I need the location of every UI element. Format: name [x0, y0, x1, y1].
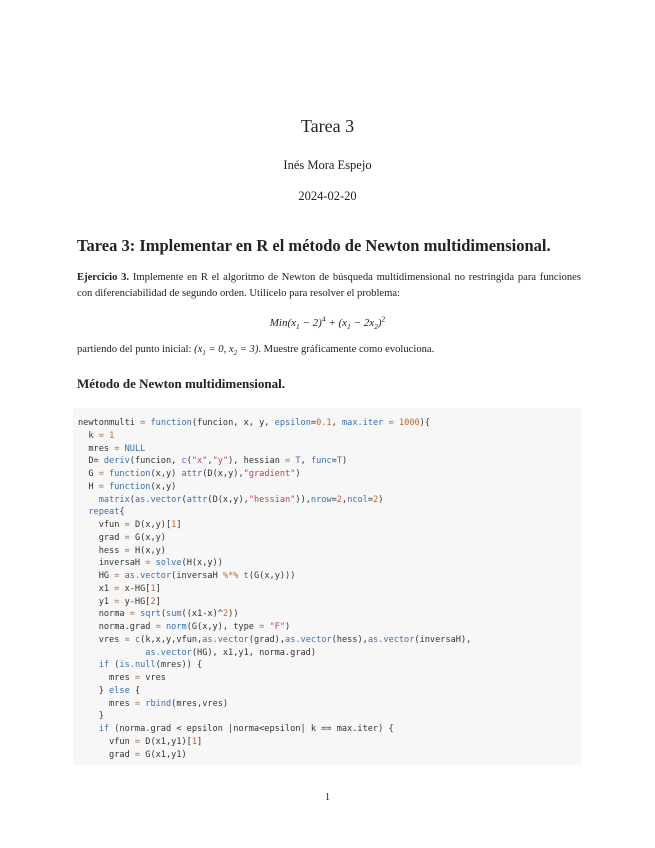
- code-line: matrix(as.vector(attr(D(x,y),"hessian")),nrow=2,ncol=2): [98, 494, 384, 505]
- code-line: repeat{: [88, 507, 125, 518]
- code-line: mres = rbind(mres,vres): [78, 698, 229, 709]
- exercise-label: Ejercicio 3.: [77, 272, 130, 283]
- document-title: Tarea 3: [300, 116, 355, 136]
- initial-point-suffix: . Muestre gráficamente como evoluciona.: [258, 344, 435, 355]
- code-line: mres = NULL: [78, 443, 146, 454]
- document-date: 2024-02-20: [298, 189, 357, 203]
- initial-point-prefix: partiendo del punto inicial:: [77, 344, 195, 355]
- code-line: if (norma.grad < epsilon |norma<epsilon| k == max.iter) {: [98, 724, 394, 734]
- formula-rendered: $Min(x_1 - 2)^4 + (x_1 - 2x_2)^2$: [269, 314, 386, 331]
- code-line: vres = c(k,x,y,vfun,as.vector(grad),as.vector(hess),as.vector(inversaH),: [78, 634, 472, 645]
- code-line: newtonmulti = function(funcion, x, y, epsilon=0.1, max.iter = 1000){: [78, 418, 430, 428]
- code-line: D= deriv(funcion, c("x","y"), hessian = T, func=T): [78, 456, 348, 467]
- code-line: x1 = x-HG[1]: [78, 583, 161, 594]
- section-heading: Tarea 3: Implementar en R el método de Newton multidimensional.: [77, 236, 551, 255]
- code-line: H = function(x,y): [78, 481, 177, 492]
- subsection-heading: Método de Newton multidimensional.: [77, 376, 285, 391]
- initial-point-paragraph: [77, 342, 581, 362]
- code-line: HG = as.vector(inversaH %*% t(G(x,y))): [78, 571, 296, 581]
- initial-point-math: ($x_1 = 0$, $x_2 = 3$): [194, 344, 259, 358]
- code-listing: [78, 417, 581, 761]
- code-line: norma = sqrt(sum((x1-x)^2)): [78, 609, 239, 620]
- code-line: grad = G(x1,y1): [78, 749, 187, 760]
- code-line: } else {: [78, 685, 141, 696]
- code-line: vfun = D(x,y)[1]: [78, 520, 182, 530]
- code-line: norma.grad = norm(G(x,y), type = "F"): [78, 622, 291, 632]
- code-line: k = 1: [78, 430, 115, 441]
- code-block: [73, 408, 581, 765]
- exercise-paragraph: [77, 270, 581, 301]
- exercise-text: Implemente en R el algoritmo de Newton de búsqueda multidimensional no restringida para funciones con diferenciabilidad de segundo orden. Utilícelo para resolver el problema:: [77, 272, 581, 299]
- code-line: vfun = D(x1,y1)[1]: [78, 736, 203, 747]
- code-line: as.vector(HG), x1,y1, norma.grad): [145, 647, 317, 658]
- document-author: Inés Mora Espejo: [283, 158, 372, 172]
- code-line: }: [78, 711, 104, 722]
- code-line: y1 = y-HG[2]: [78, 596, 161, 607]
- page-number: 1: [324, 792, 331, 803]
- code-line: G = function(x,y) attr(D(x,y),"gradient"): [78, 469, 301, 479]
- code-line: inversaH = solve(H(x,y)): [78, 558, 223, 569]
- code-line: hess = H(x,y): [78, 545, 166, 556]
- code-line: mres = vres: [78, 673, 166, 683]
- objective-formula: [0, 314, 655, 331]
- code-line: grad = G(x,y): [78, 532, 166, 543]
- code-line: if (is.null(mres)) {: [98, 660, 203, 671]
